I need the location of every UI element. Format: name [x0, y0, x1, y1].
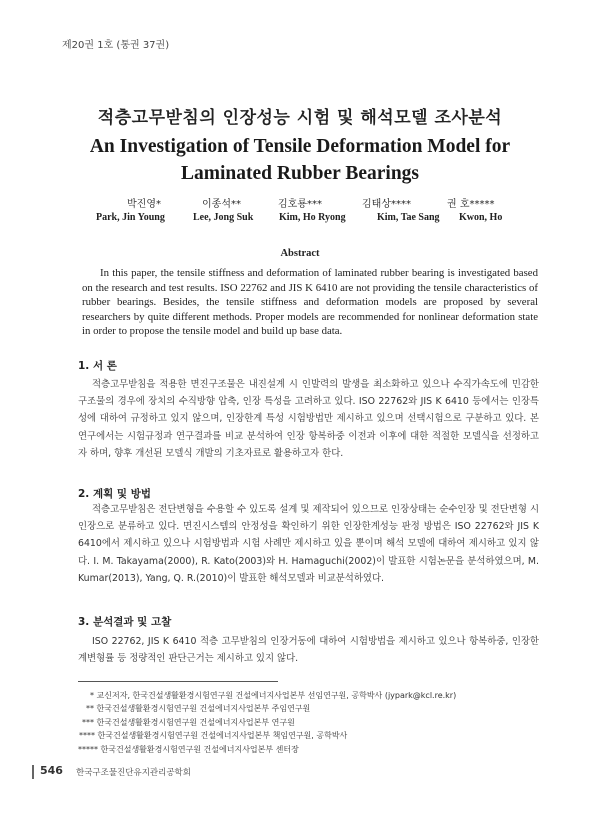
author-name-korean: 이종석** — [202, 199, 241, 210]
footnote-item: ***** 한국건설생활환경시험연구원 건설에너지사업본부 센터장 — [78, 744, 299, 754]
page-number: 546 — [40, 764, 63, 777]
abstract-text: In this paper, the tensile stiffness and deformation of laminated rubber bearing is investigated based on the research and test results. ISO 22762 and JIS K 6410 are not providing the tensile characteristics of rubber bearings. Besides, the tensile stiffness and deformation models are proposed by several researchers by quite different methods. Proper models are recommended for nonlinear deformation state in order to propose the tensile model and build up base data. — [82, 267, 538, 338]
footnote-divider — [78, 681, 278, 682]
journal-name: 한국구조물진단유지관리공학회 — [76, 768, 191, 778]
section-paragraph-method: 적층고무받침은 전단변형을 수용할 수 있도록 설계 및 제작되어 있으므로 인장상태는 순수인장 및 전단변형 시 인장으로 분류하고 있다. 면진시스템의 안정성을 확인하기 위한 인장한계성능 판정 방법은 ISO 22762와 JIS K 6410에서 제시하고 있으나 시험방법과 시험 사례만 제시하고 있을 뿐이며 해석 모델에 대하여 제시하고 있지 않다. I. M. Takayama(2000), R. Kato(2003)와 H. Hamaguchi(2002)이 발표한 시험논문을 분석하였으며, M. Kumar(2013), Yang, Q. R.(2010)이 발표한 해석모델과 비교분석하였다. — [78, 504, 539, 584]
footnote-item: **** 한국건설생활환경시험연구원 건설에너지사업본부 책임연구원, 공학박사 — [79, 731, 348, 741]
footnote-item: ** 한국건설생활환경시험연구원 건설에너지사업본부 주임연구원 — [86, 704, 311, 714]
footer-bar — [32, 765, 34, 779]
author-name-english: Kwon, Ho — [459, 212, 503, 223]
footnote-item: *** 한국건설생활환경시험연구원 건설에너지사업본부 연구원 — [82, 717, 295, 727]
footnote-item: * 교신저자, 한국건설생활환경시험연구원 건설에너지사업본부 선임연구원, 공학박사 (jypark@kcl.re.kr) — [90, 691, 457, 700]
section-paragraph-introduction: 적층고무받침을 적용한 면진구조물은 내진설계 시 인발력의 발생을 최소화하고 있으나 수직가속도에 민감한 구조물의 경우에 장치의 수직방향 압축, 인장 특성을 고려하고 있다. ISO 22762와 JIS K 6410 등에서는 인장특성에 대하여 규정하고 있지 않으며, 인장한계 특성 시험방법만 제시하고 있으며 선택시험으로 구분하고 있다. 본 연구에서는 시험규정과 연구결과를 비교 분석하여 인장 항복하중 이전과 이후에 대한 적절한 모델식을 선정하고자 하며, 향후 개선된 모델식 개발의 기초자료로 활용하고자 한다. — [78, 379, 539, 459]
author-name-english: Kim, Tae Sang — [377, 212, 440, 223]
paper-title-english-line2: Laminated Rubber Bearings — [181, 163, 419, 184]
running-header-volume: 제20권 1호 (통권 37권) — [62, 40, 170, 51]
author-name-english: Kim, Ho Ryong — [279, 212, 346, 223]
author-name-korean: 권 호***** — [447, 199, 495, 210]
section-paragraph-results: ISO 22762, JIS K 6410 적층 고무받침의 인장거동에 대하여 시험방법을 제시하고 있으나 항복하중, 인장한계변형률 등 정량적인 판단근거는 제시하고 있지 않다. — [78, 636, 539, 665]
author-name-korean: 박진영* — [127, 199, 161, 210]
paper-title-english — [0, 133, 600, 187]
paper-title-korean: 적층고무받침의 인장성능 시험 및 해석모델 조사분석 — [97, 108, 503, 128]
author-name-english: Park, Jin Young — [96, 212, 165, 223]
section-heading-method: 2. 계획 및 방법 — [78, 488, 151, 500]
paper-title-english-line1: An Investigation of Tensile Deformation Model for — [89, 136, 511, 157]
author-name-korean: 김태상**** — [362, 199, 411, 210]
section-heading-introduction: 1. 서 론 — [78, 360, 117, 372]
author-name-korean: 김호룡*** — [278, 199, 322, 210]
section-heading-results: 3. 분석결과 및 고찰 — [78, 616, 172, 628]
author-name-english: Lee, Jong Suk — [193, 212, 254, 223]
abstract-heading: Abstract — [280, 248, 320, 259]
footnotes — [78, 689, 548, 756]
